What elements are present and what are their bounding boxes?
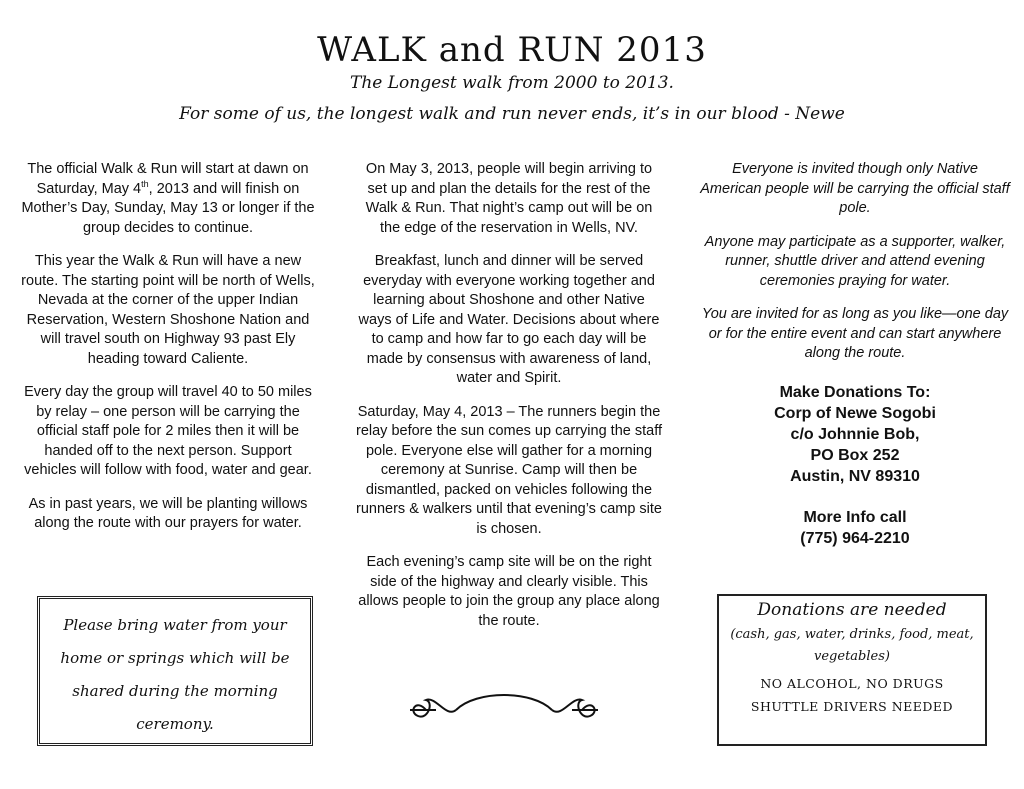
- donate-line-1: Corp of Newe Sogobi: [774, 404, 936, 422]
- col1-paragraph-4: As in past years, we will be planting willows along the route with our prayers for water.: [28, 495, 308, 531]
- donate-line-3: PO Box 252: [810, 446, 900, 464]
- water-note-box: [37, 596, 313, 746]
- donations-needed-box: [717, 594, 987, 746]
- col2-paragraph-2: Breakfast, lunch and dinner will be served everyday with everyone working together and learning about Shoshone and other Native ways of Life and Water. Decisions about where to camp and how far to go each day will be made by consensus with awareness of land, water and Spirit.: [358, 253, 660, 386]
- shuttle-drivers-line: SHUTTLE DRIVERS NEEDED: [750, 699, 954, 714]
- info-contact: [700, 507, 1010, 549]
- col1-paragraph-1: [18, 160, 318, 238]
- col1-paragraph-2: This year the Walk & Run will have a new route. The starting point will be north of Wells, Nevada at the corner of the upper Indian Reservation, Western Shoshone Nation and will travel south on Highway 93 past Ely heading toward Caliente.: [21, 253, 315, 367]
- donate-line-2: c/o Johnnie Bob,: [790, 425, 920, 443]
- column-middle: [356, 160, 662, 645]
- col1-p1-part-a: The official Walk & Run will start at dawn on Saturday, May 4: [27, 161, 309, 197]
- col2-paragraph-1: On May 3, 2013, people will begin arriving to set up and plan the details for the rest of the Walk & Run. That night’s camp out will be on the edge of the reservation in Wells, NV.: [365, 161, 653, 236]
- col1-p1-superscript: th: [141, 178, 149, 189]
- flourish-divider-icon: [406, 688, 602, 724]
- donations-needed-heading: Donations are needed: [757, 600, 947, 620]
- info-phone: (775) 964-2210: [800, 529, 910, 547]
- page-title: WALK and RUN 2013: [317, 30, 707, 70]
- water-note-text: Please bring water from your home or springs which will be shared during the morning ceremony.: [60, 616, 290, 733]
- no-alcohol-line: NO ALCOHOL, NO DRUGS: [760, 676, 944, 691]
- donate-heading: Make Donations To:: [779, 383, 931, 401]
- column-right: [700, 160, 1010, 549]
- column-left: [18, 160, 318, 548]
- subtitle-line-1: The Longest walk from 2000 to 2013.: [350, 73, 674, 93]
- donations-address: [700, 382, 1010, 487]
- donations-needed-items: (cash, gas, water, drinks, food, meat, vegetables): [730, 627, 974, 664]
- col3-paragraph-2: Anyone may participate as a supporter, walker, runner, shuttle driver and attend evening ceremonies praying for water.: [704, 233, 1006, 289]
- col2-paragraph-4: Each evening’s camp site will be on the right side of the highway and clearly visible. This allows people to join the group any place along the route.: [358, 554, 660, 629]
- col1-p1-part-b: , 2013 and will finish on Mother’s Day, Sunday, May 13 or longer if the group decides to continue.: [21, 180, 315, 236]
- info-heading: More Info call: [803, 508, 907, 526]
- subtitle-line-2: For some of us, the longest walk and run never ends, it’s in our blood - Newe: [179, 104, 845, 124]
- donate-line-4: Austin, NV 89310: [790, 467, 920, 485]
- col2-paragraph-3: Saturday, May 4, 2013 – The runners begin the relay before the sun comes up carrying the staff pole. Everyone else will gather for a morning ceremony at Sunrise. Camp will then be dismantled, packed on vehicles following the runners & walkers until that evening’s camp site is chosen.: [356, 403, 663, 537]
- col1-paragraph-3: Every day the group will travel 40 to 50 miles by relay – one person will be carrying the official staff pole for 2 miles then it will be handed off to the next person. Support vehicles will follow with food, water and gear.: [24, 384, 312, 478]
- col3-paragraph-3: You are invited for as long as you like—one day or for the entire event and can start anywhere along the route.: [701, 306, 1009, 361]
- col3-paragraph-1: Everyone is invited though only Native American people will be carrying the official staff pole.: [700, 161, 1010, 216]
